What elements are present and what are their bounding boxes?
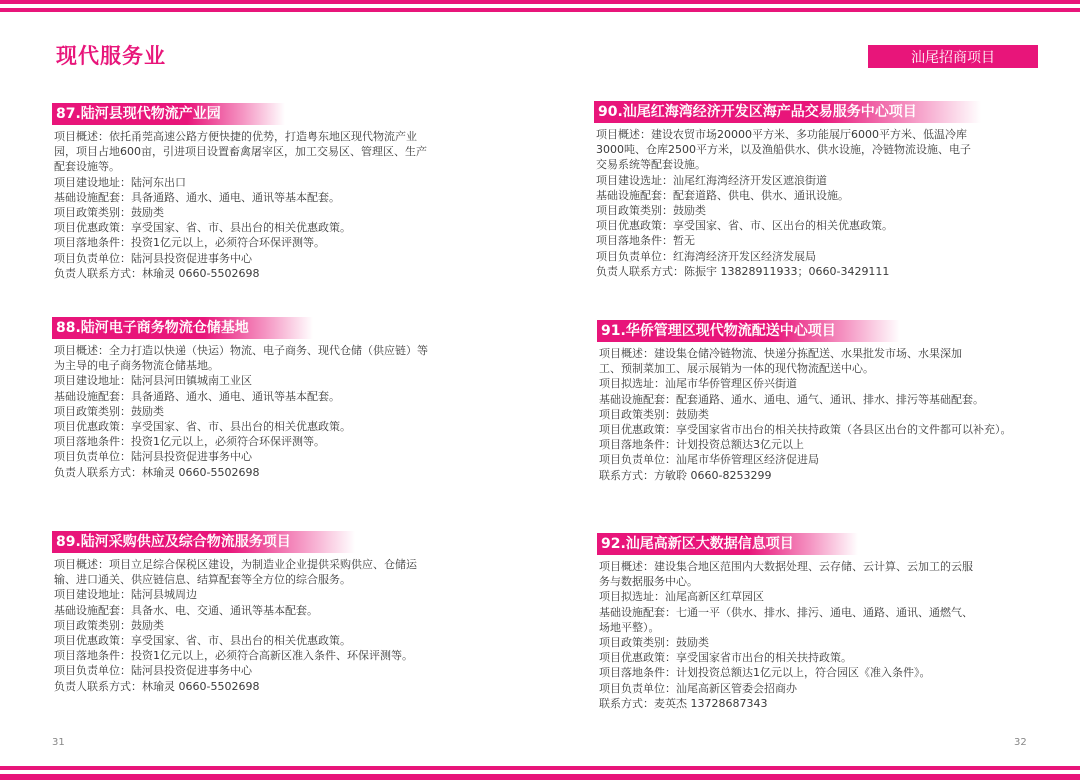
detail-line: 交易系统等配套设施。 — [596, 158, 706, 172]
project-90 — [594, 101, 1034, 279]
detail-line: 项目负责单位：汕尾市华侨管理区经济促进局 — [599, 453, 819, 467]
detail-line: 输、进口通关、供应链信息、结算配套等全方位的综合服务。 — [54, 573, 351, 587]
detail-line: 基础设施配套：具备水、电、交通、通讯等基本配套。 — [54, 603, 318, 617]
top-stripe — [0, 0, 1080, 4]
page-number-right: 32 — [1014, 737, 1027, 748]
detail-line: 配套设施等。 — [54, 160, 120, 174]
detail-line: 项目政策类别：鼓励类 — [54, 404, 164, 418]
detail-line: 为主导的电子商务物流仓储基地。 — [54, 359, 219, 373]
detail-line: 项目优惠政策：享受国家、省、市、县出台的相关优惠政策。 — [54, 420, 351, 434]
detail-line: 项目政策类别：鼓励类 — [599, 407, 709, 421]
project-89 — [52, 531, 492, 694]
detail-line: 基础设施配套：具备通路、通水、通电、通讯等基本配套。 — [54, 389, 340, 403]
detail-line: 项目负责单位：汕尾高新区管委会招商办 — [599, 681, 797, 695]
detail-line: 项目落地条件：计划投资总额达3亿元以上 — [599, 438, 804, 452]
project-details — [52, 557, 492, 694]
detail-line: 项目概述：依托甬莞高速公路方便快捷的优势，打造粤东地区现代物流产业 — [54, 130, 417, 143]
detail-line: 项目优惠政策：享受国家省市出台的相关扶持政策（各县区出台的文件都可以补充）。 — [599, 423, 1012, 437]
detail-line: 基础设施配套：七通一平（供水、排水、排污、通电、通路、通讯、通燃气、 — [599, 605, 973, 619]
detail-line: 项目负责单位：红海湾经济开发区经济发展局 — [596, 249, 816, 263]
detail-line: 项目建设选址：汕尾红海湾经济开发区遮浪街道 — [596, 173, 827, 187]
detail-line: 基础设施配套：配套通路、通水、通电、通气、通讯、排水、排污等基础配套。 — [599, 392, 984, 406]
detail-line: 项目概述：建设集合地区范围内大数据处理、云存储、云计算、云加工的云服 — [599, 560, 973, 573]
detail-line: 工、预制菜加工、展示展销为一体的现代物流配送中心。 — [599, 362, 874, 376]
project-title: 87.陆河县现代物流产业园 — [52, 103, 285, 125]
detail-line: 联系方式：方敏聆 0660-8253299 — [599, 468, 772, 482]
project-91 — [597, 320, 1037, 483]
detail-line: 务与数据服务中心。 — [599, 575, 698, 589]
project-title: 88.陆河电子商务物流仓储基地 — [52, 317, 313, 339]
detail-line: 基础设施配套：具备通路、通水、通电、通讯等基本配套。 — [54, 190, 340, 204]
bottom-stripe-secondary — [0, 774, 1080, 780]
detail-line: 项目拟选址：汕尾市华侨管理区侨兴街道 — [599, 377, 797, 391]
top-stripe-secondary — [0, 8, 1080, 12]
detail-line: 场地平整）。 — [599, 620, 660, 634]
project-details — [597, 346, 1037, 483]
detail-line: 负责人联系方式：林瑜灵 0660-5502698 — [54, 266, 260, 280]
detail-line: 项目落地条件：投资1亿元以上，必须符合环保评测等。 — [54, 236, 325, 250]
detail-line: 项目优惠政策：享受国家、省、市、区出台的相关优惠政策。 — [596, 219, 893, 233]
detail-line: 项目概述：全力打造以快递（快运）物流、电子商务、现代仓储（供应链）等 — [54, 344, 428, 357]
detail-line: 项目概述：建设集仓储冷链物流、快递分拣配送、水果批发市场、水果深加 — [599, 347, 962, 360]
detail-line: 项目概述：项目立足综合保税区建设，为制造业企业提供采购供应、仓储运 — [54, 558, 417, 571]
detail-line: 园，项目占地600亩，引进项目设置畜禽屠宰区，加工交易区、管理区、生产 — [54, 145, 427, 159]
bottom-stripe — [0, 766, 1080, 770]
detail-line: 项目优惠政策：享受国家、省、市、县出台的相关优惠政策。 — [54, 221, 351, 235]
project-title: 91.华侨管理区现代物流配送中心项目 — [597, 320, 900, 342]
detail-line: 负责人联系方式：林瑜灵 0660-5502698 — [54, 465, 260, 479]
project-title: 92.汕尾高新区大数据信息项目 — [597, 533, 858, 555]
project-title: 90.汕尾红海湾经济开发区海产品交易服务中心项目 — [594, 101, 981, 123]
detail-line: 联系方式：麦英杰 13728687343 — [599, 696, 768, 710]
detail-line: 项目政策类别：鼓励类 — [599, 636, 709, 650]
project-88 — [52, 317, 492, 480]
detail-line: 项目优惠政策：享受国家、省、市、县出台的相关优惠政策。 — [54, 634, 351, 648]
detail-line: 项目负责单位：陆河县投资促进事务中心 — [54, 450, 252, 464]
header-badge: 汕尾招商项目 — [868, 45, 1038, 68]
detail-line: 项目政策类别：鼓励类 — [596, 204, 706, 218]
project-details — [597, 559, 1037, 711]
page-number-left: 31 — [52, 737, 65, 748]
detail-line: 项目优惠政策：享受国家省市出台的相关扶持政策。 — [599, 651, 852, 665]
project-details — [594, 127, 1034, 279]
detail-line: 项目建设地址：陆河东出口 — [54, 175, 186, 189]
detail-line: 项目负责单位：陆河县投资促进事务中心 — [54, 251, 252, 265]
detail-line: 项目建设地址：陆河县城周边 — [54, 588, 197, 602]
detail-line: 项目政策类别：鼓励类 — [54, 618, 164, 632]
detail-line: 项目建设地址：陆河县河田镇城南工业区 — [54, 374, 252, 388]
detail-line: 项目落地条件：计划投资总额达1亿元以上，符合园区《准入条件》。 — [599, 666, 931, 680]
project-details — [52, 343, 492, 480]
detail-line: 项目落地条件：投资1亿元以上，必须符合高新区准入条件、环保评测等。 — [54, 649, 413, 663]
detail-line: 项目拟选址：汕尾高新区红草园区 — [599, 590, 764, 604]
project-87 — [52, 103, 492, 281]
detail-line: 基础设施配套：配套道路、供电、供水、通讯设施。 — [596, 188, 849, 202]
detail-line: 项目概述：建设农贸市场20000平方米、多功能展厅6000平方米、低温冷库 — [596, 128, 967, 141]
detail-line: 项目负责单位：陆河县投资促进事务中心 — [54, 664, 252, 678]
detail-line: 3000吨、仓库2500平方米，以及渔船供水、供水设施，冷链物流设施、电子 — [596, 143, 971, 157]
detail-line: 负责人联系方式：陈振宇 13828911933；0660-3429111 — [596, 264, 890, 278]
detail-line: 负责人联系方式：林瑜灵 0660-5502698 — [54, 679, 260, 693]
project-details — [52, 129, 492, 281]
detail-line: 项目落地条件：投资1亿元以上，必须符合环保评测等。 — [54, 435, 325, 449]
project-92 — [597, 533, 1037, 711]
detail-line: 项目落地条件：暂无 — [596, 234, 695, 248]
project-title: 89.陆河采购供应及综合物流服务项目 — [52, 531, 355, 553]
detail-line: 项目政策类别：鼓励类 — [54, 206, 164, 220]
section-title: 现代服务业 — [56, 44, 166, 68]
